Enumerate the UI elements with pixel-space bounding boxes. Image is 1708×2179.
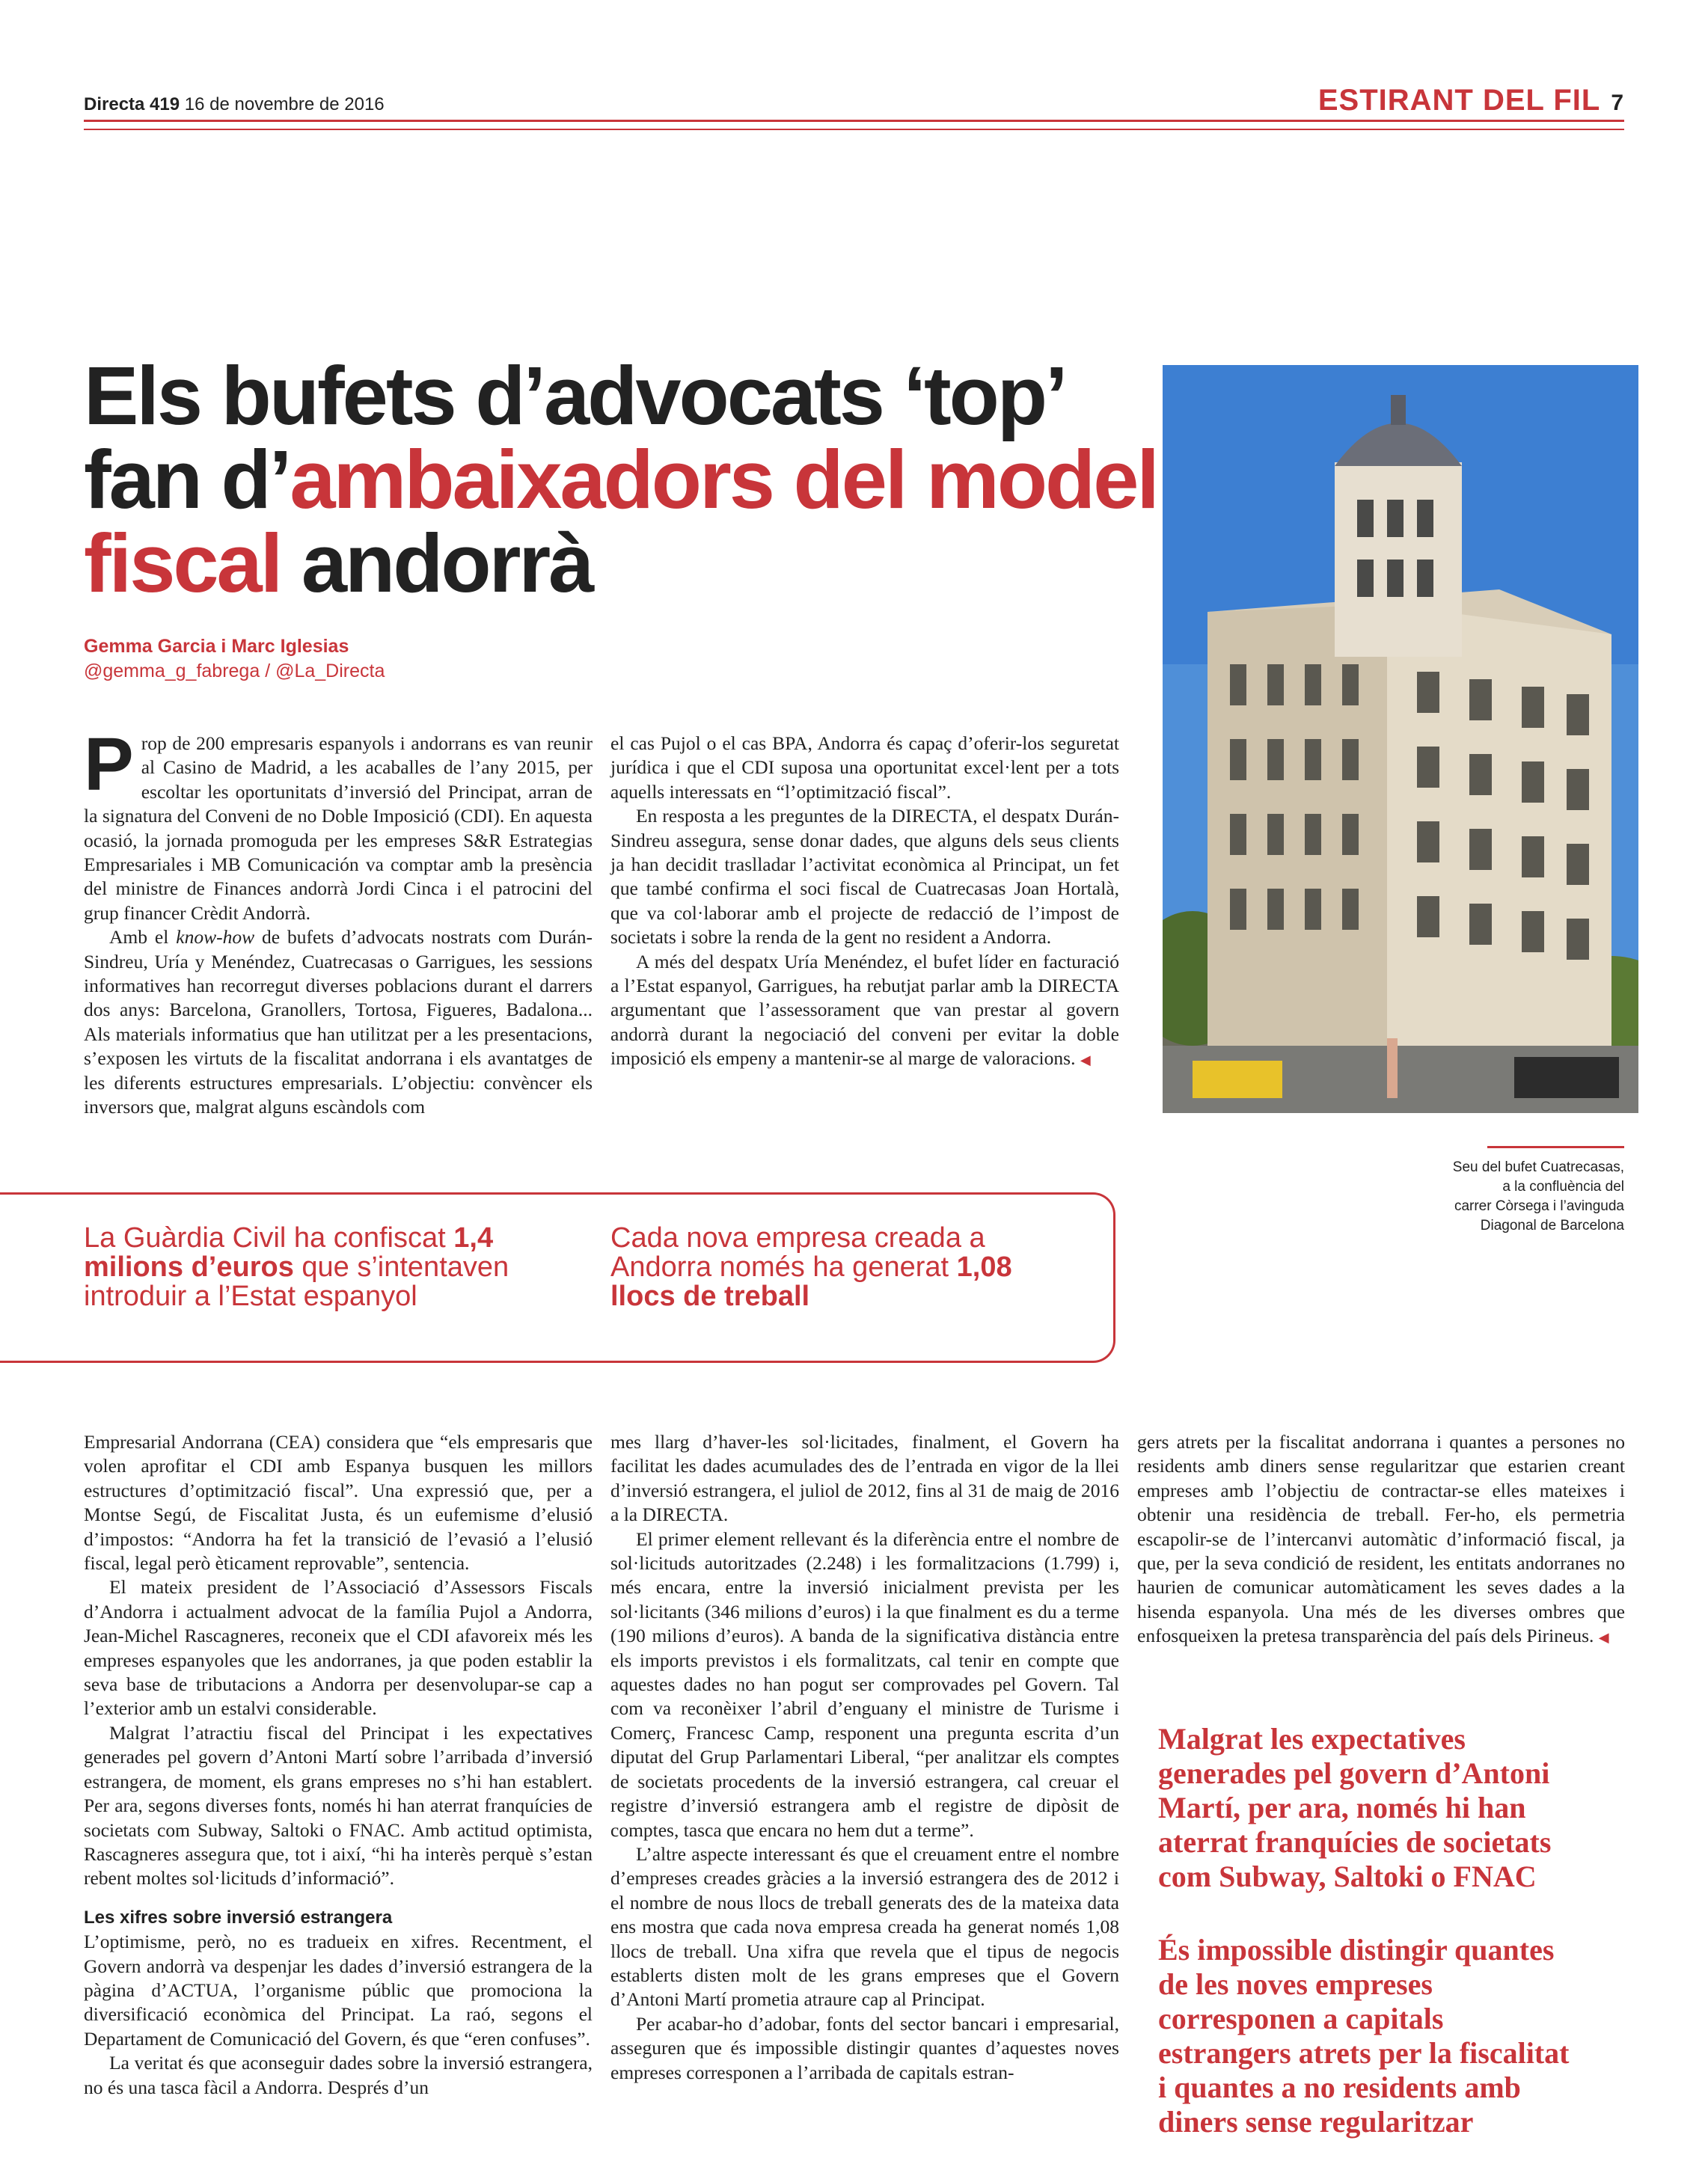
article-paragraph: A més del despatx Uría Menéndez, el bufet líder en facturació a l’Estat espanyol, Garrigues, ha rebutjat parlar amb la DIRECTA argumentant que l’assessorament que van prestar al govern andorrà durant la negociació del conveni per evitar la doble imposició els empeny a mantenir-se al marge de valoracions. ◀ xyxy=(610,950,1119,1070)
article-paragraph: L’altre aspecte interessant és que el creuament entre el nombre d’empreses creades gràcies a la inversió estrangera des de 2012 i el nombre de nous llocs de treball generats des de la mateixa data ens mostra que cada nova empresa creada ha generat només 1,08 llocs de treball. Una xifra que revela que el tipus de negocis establerts disten molt de les grans empreses que el Govern d’Antoni Martí prometia atraure cap al Principat. xyxy=(610,1842,1119,2011)
building-photo xyxy=(1163,365,1638,1113)
article-column-5 xyxy=(1137,1430,1625,1650)
header-publication-line xyxy=(84,94,385,115)
publication-date: 16 de novembre de 2016 xyxy=(184,94,385,114)
article-paragraph: El primer element rellevant és la diferència entre el nombre de sol·licituds autoritzades (2.248) i les formalitzacions (1.799) i, més encara, entre la inversió inicialment prevista per les sol·licitants (346 milions d’euros) i la que finalment es du a terme (190 milions d’euros). A banda de la significativa distància entre els imports previstos i els formalitzats, cal tenir en compte que aquestes dades no han pogut ser comprovades pel Govern. Tal com va reconèixer l’abril d’enguany el ministre de Turisme i Comerç, Francesc Camp, responent una pregunta escrita d’un diputat del Grup Parlamentari Liberal, “per analitzar els comptes de societats procedents de la inversió estrangera, cal creuar el registre d’inversió estrangera amb el registre de dipòsit de comptes, tasca que encara no hem dut a terme”. xyxy=(610,1527,1119,1841)
end-mark-icon: ◀ xyxy=(1080,1052,1091,1068)
article-column-2 xyxy=(610,732,1119,1073)
article-paragraph: Malgrat l’atractiu fiscal del Principat i les expectatives generades pel govern d’Antoni Martí sobre l’arribada d’inversió estrangera, de moment, els grans empreses no s’hi han establert. Per ara, segons diverses fonts, només hi han aterrat franquícies de societats com Subway, Saltoki o FNAC. Amb actitud optimista, Rascagneres assegura que, tot i així, “hi ha interès perquè s’estan rebent moltes sol·licituds d’informació”. xyxy=(84,1721,593,1890)
section-header xyxy=(1318,84,1624,117)
box-quote-right: Cada nova empresa creada a Andorra només ha generat 1,08 llocs de treball xyxy=(610,1222,1012,1312)
pull-quote-1: Malgrat les expectatives generades pel govern d’Antoni Martí, per ara, només hi han aterrat franquícies de societats com Subway, Saltoki o FNAC xyxy=(1158,1722,1552,1893)
caption-line: Seu del bufet Cuatrecasas, xyxy=(1452,1159,1624,1175)
article-column-1 xyxy=(84,723,593,1120)
caption-rule xyxy=(1487,1146,1624,1148)
article-column-4 xyxy=(610,1430,1119,2085)
headline xyxy=(84,350,1161,610)
caption-line: carrer Còrsega i l’avinguda xyxy=(1454,1198,1624,1214)
header-rule-bottom xyxy=(84,129,1624,130)
publication-name: Directa 419 xyxy=(84,94,180,114)
article-paragraph: Empresarial Andorrana (CEA) considera que “els empresaris que volen aprofitar el CDI amb Espanya busquen les millors estructures d’optimització fiscal”. Una expressió que, per a Montse Segú, de Fiscalitat Justa, és un eufemisme d’elusió d’impostos: “Andorra ha fet la transició de l’evasió a l’elusió fiscal, legal però èticament reprovable”, sentencia. xyxy=(84,1431,593,1575)
photo-caption xyxy=(1400,1158,1624,1236)
end-mark-icon: ◀ xyxy=(1598,1630,1609,1646)
headline-part1: Els bufets d’advocats ‘top’ fan d’ xyxy=(84,350,1062,526)
caption-line: a la confluència del xyxy=(1502,1179,1624,1195)
section-name: ESTIRANT DEL FIL xyxy=(1317,84,1601,117)
article-paragraph: L’optimisme, però, no es tradueix en xifres. Recentment, el Govern andorrà va despenjar les dades d’inversió estrangera de la pàgina d’ACTUA, l’organisme públic que promociona la diversificació econòmica del Principat. La raó, segons el Departament de Comunicació del Govern, és que “eren confuses”. xyxy=(84,1931,593,2050)
pull-quote-2: És impossible distingir quantes de les noves empreses corresponen a capitals estrangers atrets per la fiscalitat i quantes a no residents amb diners sense regularitzar xyxy=(1158,1933,1570,2139)
byline-authors: Gemma Garcia i Marc Iglesias xyxy=(84,636,349,657)
page-number: 7 xyxy=(1611,91,1624,115)
article-column-3 xyxy=(84,1430,593,2100)
box-quote-left: La Guàrdia Civil ha confiscat 1,4 milions d’euros que s’intentaven introduir a l’Estat espanyol xyxy=(84,1222,509,1312)
byline-handles: @gemma_g_fabrega / @La_Directa xyxy=(84,661,385,681)
article-paragraph: rop de 200 empresaris espanyols i andorrans es van reunir al Casino de Madrid, a les acaballes de l’any 2015, per escoltar les oportunitats d’inversió del Principat, arran de la signatura del Conveni de no Doble Imposició (CDI). En aquesta ocasió, la jornada promoguda per les empreses S&R Estrategias Empresariales i MB Comunicación va comptar amb la presència del ministre de Finances andorrà Jordi Cinca i el patrocini del grup financer Crèdit Andorrà. xyxy=(84,732,593,924)
headline-part2: andorrà xyxy=(281,518,593,610)
article-paragraph: gers atrets per la fiscalitat andorrana i quantes a persones no residents amb diners sense regularitzar que estarien creant empreses amb l’objectiu de contractar-se elles mateixes i obtenir una residència de treball. Fer-ho, els permetria escapolir-se de l’intercanvi automàtic d’informació fiscal, ja que, per la seva condició de resident, les entitats andorranes no haurien de comunicar automàticament les seves dades a la hisenda espanyola. Una més de les diverses ombres que enfosqueixen la pretesa transparència del país dels Pirineus. ◀ xyxy=(1137,1431,1625,1647)
article-paragraph: En resposta a les preguntes de la DIRECTA, el despatx Durán-Sindreu assegura, sense donar dades, que alguns dels seus clients ja han decidit traslladar l’activitat econòmica al Principat, un fet que també confirma el soci fiscal de Cuatrecasas Joan Hortalà, que va col·laborar amb el projecte de redacció de l’impost de societats i sobre la renda de la gent no resident a Andorra. xyxy=(610,805,1119,948)
article-paragraph: El mateix president de l’Associació d’Assessors Fiscals d’Andorra i actualment advocat de la família Pujol a Andorra, Jean-Michel Rascagneres, reconeix que el CDI afavoreix més les empreses espanyoles que les andorranes, ja que poden establir la seva base de tributacions a Andorra per desenvolupar-se cap a l’exterior amb un estalvi considerable. xyxy=(84,1576,593,1720)
headline-highlight: ambaixadors del model fiscal xyxy=(84,434,1157,610)
article-paragraph: el cas Pujol o el cas BPA, Andorra és capaç d’oferir-los seguretat jurídica i que el CDI suposa una oportunitat excel·lent per a tots aquells interessats en “l’optimització fiscal”. xyxy=(610,732,1119,803)
subheading: Les xifres sobre inversió estrangera xyxy=(84,1907,393,1928)
caption-line: Diagonal de Barcelona xyxy=(1480,1218,1624,1233)
drop-cap: P xyxy=(84,723,134,806)
article-paragraph: mes llarg d’haver-les sol·licitades, finalment, el Govern ha facilitat les dades acumulades des de l’entrada en vigor de la llei d’inversió estrangera, el juliol de 2012, fins al 31 de maig de 2016 a la DIRECTA. xyxy=(610,1431,1119,1526)
article-paragraph: La veritat és que aconseguir dades sobre la inversió estrangera, no és una tasca fàcil a Andorra. Després d’un xyxy=(84,2052,593,2098)
header-rule-top xyxy=(84,120,1624,122)
article-paragraph: Per acabar-ho d’adobar, fonts del sector bancari i empresarial, asseguren que és impossible distingir quantes d’aquestes noves empreses corresponen a l’arribada de capitals estran- xyxy=(610,2012,1119,2083)
article-paragraph: Amb el know-how de bufets d’advocats nostrats com Durán-Sindreu, Uría y Menéndez, Cuatrecasas o Garrigues, les sessions informatives han recorregut diverses poblacions durant el darrers dos anys: Barcelona, Granollers, Tortosa, Figueres, Badalona... Als materials informatius que han utilitzat per a les presentacions, s’exposen les virtuts de la fiscalitat andorrana i els avantatges de les diferents estructures empresarials. L’objectiu: convèncer els inversors que, malgrat alguns escàndols com xyxy=(84,926,593,1118)
